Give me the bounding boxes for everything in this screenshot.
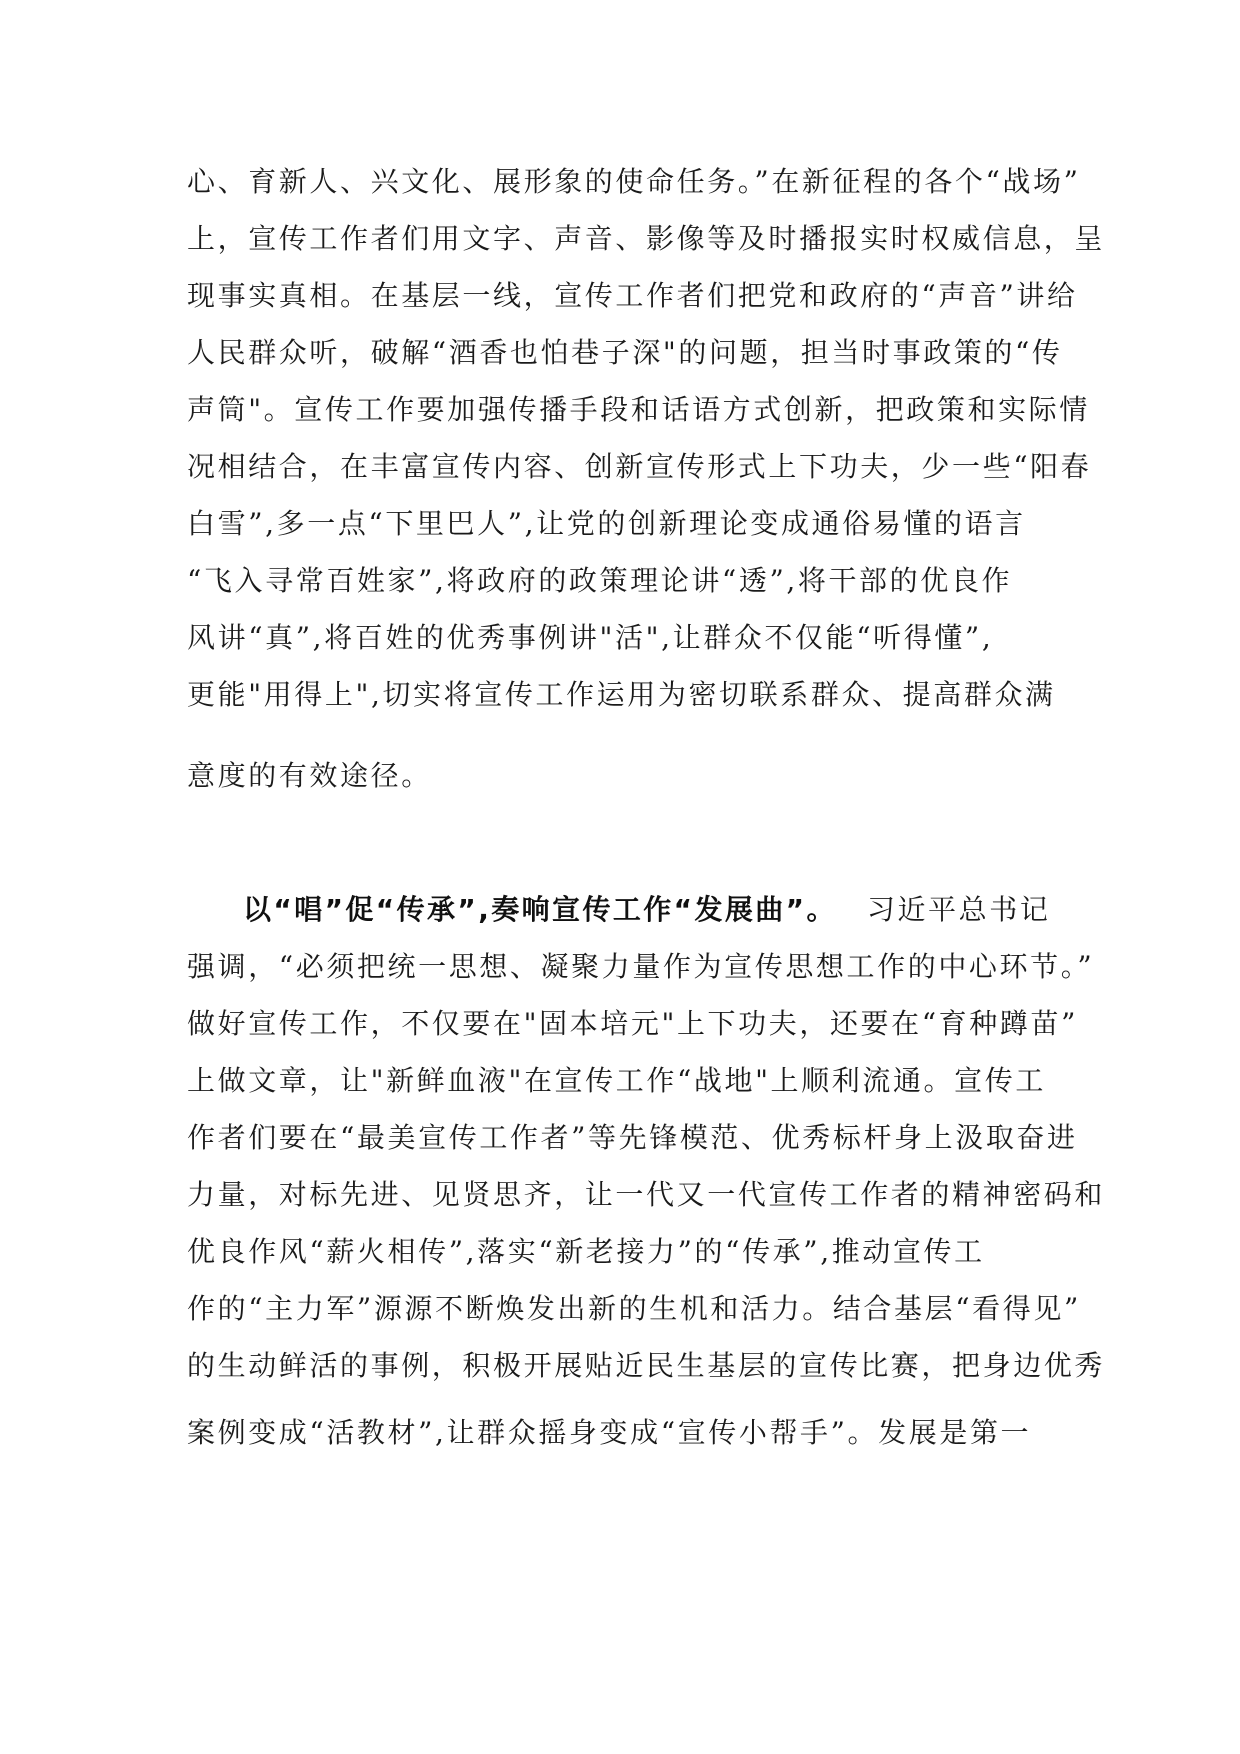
paragraph2-line: 优良作风“薪火相传”,落实“新老接力”的“传承”,推动宣传工 xyxy=(187,1235,985,1268)
paragraph2-line: 力量，对标先进、见贤思齐，让一代又一代宣传工作者的精神密码和 xyxy=(187,1178,1106,1211)
paragraph2-line: 上做文章，让"新鲜血液"在宣传工作“战地"上顺利流通。宣传工 xyxy=(187,1064,1046,1097)
paragraph2-first-line xyxy=(243,890,1123,930)
paragraph1-line: 心、育新人、兴文化、展形象的使命任务。”在新征程的各个“战场” xyxy=(187,165,1081,198)
paragraph2-line: 强调，“必须把统一思想、凝聚力量作为宣传思想工作的中心环节。” xyxy=(187,950,1095,983)
section-heading: 以“唱”促“传承”,奏响宣传工作“发展曲”。 xyxy=(243,893,837,926)
paragraph2-line: 做好宣传工作，不仅要在"固本培元"上下功夫，还要在“育种蹲苗” xyxy=(187,1007,1078,1040)
paragraph2-line: 作的“主力军”源源不断焕发出新的生机和活力。结合基层“看得见” xyxy=(187,1292,1081,1325)
paragraph1-line: 上，宣传工作者们用文字、声音、影像等及时播报实时权威信息，呈 xyxy=(187,222,1106,255)
paragraph1-line: 声筒"。宣传工作要加强传播手段和话语方式创新，把政策和实际情 xyxy=(187,393,1090,426)
paragraph1-line: 白雪”,多一点“下里巴人”,让党的创新理论变成通俗易懂的语言 xyxy=(187,507,1026,540)
paragraph1-line: 更能"用得上",切实将宣传工作运用为密切联系群众、提高群众满 xyxy=(187,678,1056,711)
paragraph1-line: 人民群众听，破解“酒香也怕巷子深"的问题，担当时事政策的“传 xyxy=(187,336,1063,369)
paragraph1-line: “飞入寻常百姓家”,将政府的政策理论讲“透”,将干部的优良作 xyxy=(187,564,1013,597)
paragraph1-line: 现事实真相。在基层一线，宣传工作者们把党和政府的“声音”讲给 xyxy=(187,279,1078,312)
paragraph2-line: 作者们要在“最美宣传工作者”等先锋模范、优秀标杆身上汲取奋进 xyxy=(187,1121,1078,1154)
paragraph1-line: 况相结合，在丰富宣传内容、创新宣传形式上下功夫，少一些“阳春 xyxy=(187,450,1092,483)
paragraph2-line: 案例变成“活教材”,让群众摇身变成“宣传小帮手”。发展是第一 xyxy=(187,1416,1032,1449)
paragraph2-line: 的生动鲜活的事例，积极开展贴近民生基层的宣传比赛，把身边优秀 xyxy=(187,1349,1106,1382)
paragraph1-line: 风讲“真”,将百姓的优秀事例讲"活",让群众不仅能“听得懂”, xyxy=(187,621,994,654)
paragraph1-line: 意度的有效途径。 xyxy=(187,759,432,792)
paragraph2-first-line-text: 习近平总书记 xyxy=(866,893,1051,926)
